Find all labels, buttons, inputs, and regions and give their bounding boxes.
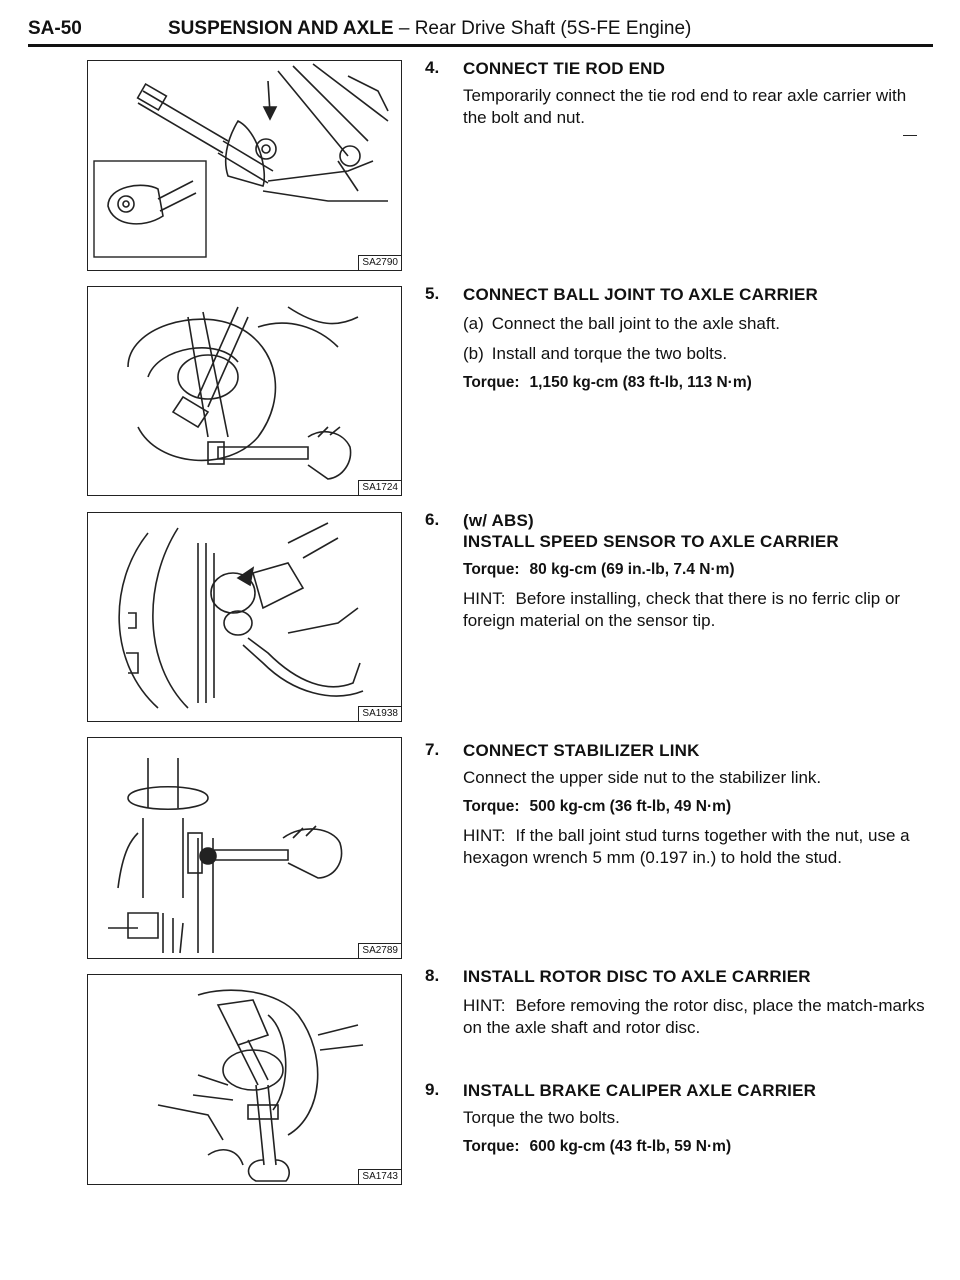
step-6 <box>425 510 925 632</box>
step-7 <box>425 740 925 869</box>
hint-text: Before removing the rotor disc, place the match-marks on the axle shaft and rotor disc. <box>463 996 925 1037</box>
figure-speed-sensor <box>87 512 402 722</box>
section-title <box>168 18 691 40</box>
substep-a <box>463 313 925 335</box>
step-number: 8. <box>425 966 440 985</box>
step-title: INSTALL ROTOR DISC TO AXLE CARRIER <box>463 967 811 986</box>
figure-code: SA1938 <box>358 706 401 721</box>
step-title: INSTALL BRAKE CALIPER AXLE CARRIER <box>463 1081 817 1100</box>
margin-mark: — <box>903 126 917 142</box>
step-condition: (w/ ABS) <box>463 511 534 530</box>
figure-code: SA2790 <box>358 255 401 270</box>
substep-label: (b) <box>463 344 484 363</box>
step-8 <box>425 966 925 1039</box>
step-number: 5. <box>425 284 440 303</box>
hint <box>463 825 925 869</box>
step-text: Connect the upper side nut to the stabilizer link. <box>463 768 822 787</box>
torque-label: Torque: <box>463 374 520 391</box>
figure-tie-rod-end <box>87 60 402 271</box>
page-code: SA-50 <box>28 18 82 39</box>
hint-label: HINT: <box>463 826 506 845</box>
step-title: CONNECT TIE ROD END <box>463 59 666 78</box>
torque-value: 600 kg-cm (43 ft-lb, 59 N·m) <box>529 1138 732 1155</box>
step-number: 7. <box>425 740 440 759</box>
torque-spec <box>463 560 925 580</box>
figure-code: SA1743 <box>358 1169 401 1184</box>
substep-b <box>463 343 925 365</box>
section-name: SUSPENSION AND AXLE <box>168 18 394 39</box>
stabilizer-link-illustration <box>88 738 401 958</box>
figure-code: SA2789 <box>358 943 401 958</box>
ball-joint-illustration <box>88 287 401 495</box>
torque-label: Torque: <box>463 1138 520 1155</box>
step-9 <box>425 1080 925 1157</box>
step-title: INSTALL SPEED SENSOR TO AXLE CARRIER <box>463 532 839 551</box>
substep-label: (a) <box>463 314 484 333</box>
step-5 <box>425 284 925 393</box>
step-4 <box>425 58 925 129</box>
tie-rod-illustration <box>88 61 401 270</box>
figure-ball-joint <box>87 286 402 496</box>
section-subtitle: – Rear Drive Shaft (5S-FE Engine) <box>393 18 692 39</box>
torque-value: 1,150 kg-cm (83 ft-lb, 113 N·m) <box>529 374 752 391</box>
hint-label: HINT: <box>463 996 506 1015</box>
hint <box>463 995 925 1039</box>
step-number: 6. <box>425 510 440 529</box>
torque-label: Torque: <box>463 798 520 815</box>
hint-text: Before installing, check that there is no ferric clip or foreign material on the sensor tip. <box>463 589 901 630</box>
hint <box>463 588 925 632</box>
torque-spec <box>463 373 925 393</box>
brake-caliper-illustration <box>88 975 401 1184</box>
step-title: CONNECT BALL JOINT TO AXLE CARRIER <box>463 285 819 304</box>
page-header <box>28 14 933 54</box>
step-number: 9. <box>425 1080 440 1099</box>
torque-spec <box>463 1137 925 1157</box>
torque-value: 500 kg-cm (36 ft-lb, 49 N·m) <box>529 798 732 815</box>
step-number: 4. <box>425 58 440 77</box>
figure-brake-caliper <box>87 974 402 1185</box>
step-text: Temporarily connect the tie rod end to rear axle carrier with the bolt and nut. <box>463 86 907 127</box>
torque-label: Torque: <box>463 561 520 578</box>
header-rule <box>28 44 933 47</box>
substep-text: Connect the ball joint to the axle shaft. <box>491 314 781 333</box>
figure-stabilizer-link <box>87 737 402 959</box>
hint-label: HINT: <box>463 589 506 608</box>
torque-spec <box>463 797 925 817</box>
torque-value: 80 kg-cm (69 in.-lb, 7.4 N·m) <box>529 561 735 578</box>
speed-sensor-illustration <box>88 513 401 721</box>
step-text: Torque the two bolts. <box>463 1108 620 1127</box>
hint-text: If the ball joint stud turns together with the nut, use a hexagon wrench 5 mm (0.197 in.) to hold the stud. <box>463 826 910 867</box>
step-title: CONNECT STABILIZER LINK <box>463 741 700 760</box>
substep-text: Install and torque the two bolts. <box>491 344 728 363</box>
figure-code: SA1724 <box>358 480 401 495</box>
